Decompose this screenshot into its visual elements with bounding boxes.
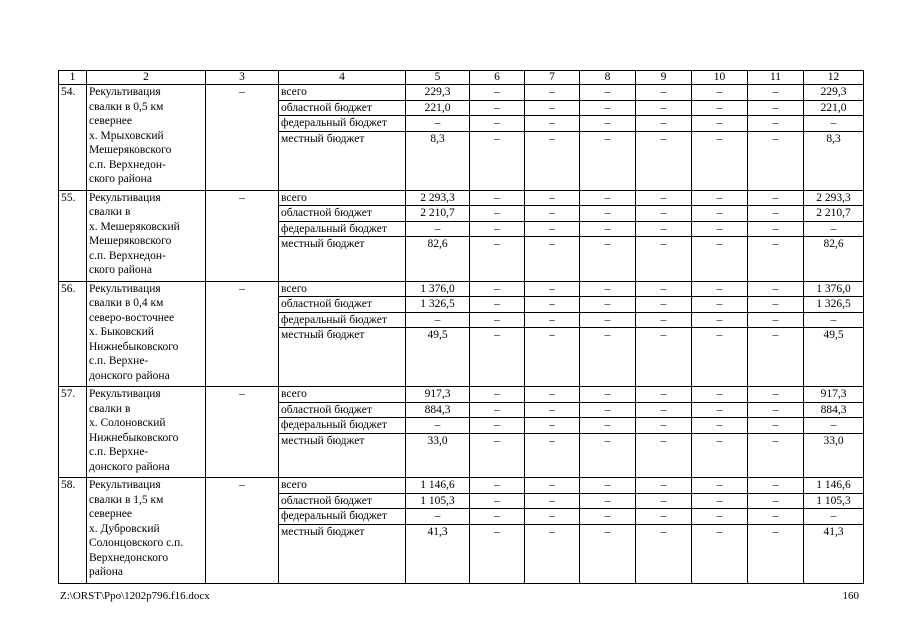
amount-cell: – <box>580 312 636 328</box>
total-cell: 1 326,5 <box>804 297 864 313</box>
funding-source-label: федеральный бюджет <box>279 509 406 525</box>
project-name-line: северо-восточнее <box>89 311 175 324</box>
amount-cell: – <box>636 190 692 206</box>
amount-cell: – <box>525 131 580 190</box>
amount-cell: – <box>692 478 748 494</box>
table-row <box>59 478 864 494</box>
amount-cell: 82,6 <box>406 237 470 282</box>
amount-cell: – <box>748 237 804 282</box>
project-name-line: Мешеряковского <box>89 144 172 156</box>
amount-cell: – <box>748 402 804 418</box>
table-header-row <box>59 71 864 85</box>
total-cell: 1 376,0 <box>804 281 864 297</box>
amount-cell: 917,3 <box>406 387 470 403</box>
funding-source-label: областной бюджет <box>279 402 406 418</box>
amount-cell: – <box>470 509 525 525</box>
amount-cell: – <box>406 221 470 237</box>
amount-cell: – <box>636 85 692 101</box>
header-cell: 1 <box>59 71 87 85</box>
project-name-line: донского района <box>89 460 170 473</box>
amount-cell: – <box>748 221 804 237</box>
funding-source-label: всего <box>279 478 406 494</box>
project-name-line: х. Дубровский <box>89 522 160 535</box>
amount-cell: – <box>580 237 636 282</box>
amount-cell: – <box>748 509 804 525</box>
amount-cell: – <box>470 116 525 132</box>
amount-cell: – <box>406 312 470 328</box>
total-cell: – <box>804 116 864 132</box>
row-number: 55. <box>59 190 87 281</box>
project-name-line: х. Солоновский <box>89 417 166 429</box>
amount-cell: – <box>470 433 525 478</box>
amount-cell: – <box>692 85 748 101</box>
project-name-line: с.п. Верхнедон- <box>89 158 166 171</box>
project-name-line: Верхнедонского <box>89 551 169 564</box>
amount-cell: – <box>692 312 748 328</box>
amount-cell: – <box>692 509 748 525</box>
amount-cell: – <box>470 281 525 297</box>
amount-cell: – <box>525 116 580 132</box>
amount-cell: – <box>525 509 580 525</box>
header-cell: 8 <box>580 71 636 85</box>
amount-cell: 1 105,3 <box>406 493 470 509</box>
amount-cell: 1 146,6 <box>406 478 470 494</box>
project-name <box>87 190 206 281</box>
column-3-value: – <box>206 190 279 281</box>
total-cell: 1 105,3 <box>804 493 864 509</box>
row-number: 58. <box>59 478 87 584</box>
amount-cell: – <box>748 85 804 101</box>
project-name <box>87 478 206 584</box>
header-cell: 3 <box>206 71 279 85</box>
funding-source-label: областной бюджет <box>279 100 406 116</box>
amount-cell: – <box>636 312 692 328</box>
amount-cell: – <box>748 206 804 222</box>
funding-source-label: местный бюджет <box>279 328 406 387</box>
amount-cell: – <box>692 418 748 434</box>
project-name-line: с.п. Верхне- <box>89 446 149 458</box>
amount-cell: – <box>470 493 525 509</box>
project-name-line: свалки в 0,5 км <box>89 100 164 113</box>
amount-cell: – <box>636 221 692 237</box>
funding-source-label: федеральный бюджет <box>279 116 406 132</box>
header-cell: 4 <box>279 71 406 85</box>
project-name-line: Рекультивация <box>89 479 161 491</box>
column-3-value: – <box>206 478 279 584</box>
header-cell: 6 <box>470 71 525 85</box>
amount-cell: 2 210,7 <box>406 206 470 222</box>
total-cell: – <box>804 312 864 328</box>
table-body <box>59 71 864 584</box>
table-row <box>59 85 864 101</box>
header-cell: 5 <box>406 71 470 85</box>
amount-cell: – <box>525 493 580 509</box>
amount-cell: – <box>580 131 636 190</box>
amount-cell: – <box>636 387 692 403</box>
funding-source-label: областной бюджет <box>279 297 406 313</box>
amount-cell: – <box>525 206 580 222</box>
amount-cell: – <box>636 131 692 190</box>
amount-cell: – <box>470 418 525 434</box>
amount-cell: – <box>406 509 470 525</box>
project-name-line: севернее <box>89 115 132 127</box>
project-name-line: Нижнебыковского <box>89 431 179 444</box>
amount-cell: – <box>580 100 636 116</box>
amount-cell: – <box>580 524 636 583</box>
amount-cell: 221,0 <box>406 100 470 116</box>
amount-cell: – <box>748 131 804 190</box>
funding-source-label: местный бюджет <box>279 524 406 583</box>
amount-cell: – <box>748 312 804 328</box>
project-name-line: Мешеряковского <box>89 235 172 247</box>
project-name-line: ского района <box>89 173 152 185</box>
amount-cell: 33,0 <box>406 433 470 478</box>
amount-cell: – <box>580 402 636 418</box>
header-cell: 2 <box>87 71 206 85</box>
amount-cell: – <box>525 100 580 116</box>
header-cell: 10 <box>692 71 748 85</box>
amount-cell: – <box>692 237 748 282</box>
project-name-line: Рекультивация <box>89 388 161 400</box>
amount-cell: 1 376,0 <box>406 281 470 297</box>
project-name-line: с.п. Верхнедон- <box>89 249 166 262</box>
amount-cell: – <box>692 328 748 387</box>
header-cell: 12 <box>804 71 864 85</box>
amount-cell: – <box>525 478 580 494</box>
amount-cell: – <box>748 524 804 583</box>
funding-source-label: местный бюджет <box>279 131 406 190</box>
amount-cell: – <box>692 100 748 116</box>
total-cell: 41,3 <box>804 524 864 583</box>
amount-cell: – <box>748 387 804 403</box>
amount-cell: – <box>580 509 636 525</box>
amount-cell: – <box>525 418 580 434</box>
amount-cell: – <box>748 478 804 494</box>
amount-cell: – <box>748 100 804 116</box>
amount-cell: – <box>692 493 748 509</box>
amount-cell: – <box>470 131 525 190</box>
amount-cell: – <box>406 418 470 434</box>
amount-cell: – <box>692 402 748 418</box>
amount-cell: – <box>748 297 804 313</box>
funding-source-label: федеральный бюджет <box>279 221 406 237</box>
amount-cell: – <box>748 116 804 132</box>
funding-source-label: местный бюджет <box>279 237 406 282</box>
amount-cell: – <box>525 433 580 478</box>
funding-source-label: федеральный бюджет <box>279 312 406 328</box>
funding-source-label: федеральный бюджет <box>279 418 406 434</box>
amount-cell: – <box>525 312 580 328</box>
amount-cell: – <box>636 237 692 282</box>
funding-source-label: всего <box>279 281 406 297</box>
row-number: 57. <box>59 387 87 478</box>
amount-cell: 49,5 <box>406 328 470 387</box>
funding-source-label: местный бюджет <box>279 433 406 478</box>
project-name-line: свалки в <box>89 402 131 415</box>
amount-cell: – <box>470 524 525 583</box>
column-3-value: – <box>206 281 279 387</box>
amount-cell: – <box>580 221 636 237</box>
table-row <box>59 190 864 206</box>
total-cell: 49,5 <box>804 328 864 387</box>
header-cell: 7 <box>525 71 580 85</box>
project-name-line: Рекультивация <box>89 191 161 204</box>
amount-cell: – <box>580 85 636 101</box>
amount-cell: – <box>692 433 748 478</box>
funding-source-label: всего <box>279 387 406 403</box>
amount-cell: – <box>580 281 636 297</box>
amount-cell: – <box>580 418 636 434</box>
amount-cell: – <box>525 328 580 387</box>
project-name-line: с.п. Верхне- <box>89 355 149 367</box>
amount-cell: – <box>470 85 525 101</box>
project-name-line: х. Быковский <box>89 326 154 338</box>
funding-source-label: всего <box>279 85 406 101</box>
project-name-line: х. Мешеряковский <box>89 220 180 233</box>
row-number: 54. <box>59 85 87 191</box>
amount-cell: – <box>580 116 636 132</box>
amount-cell: – <box>525 297 580 313</box>
project-name-line: свалки в 0,4 км <box>89 297 164 309</box>
amount-cell: – <box>470 387 525 403</box>
project-name <box>87 281 206 387</box>
total-cell: 884,3 <box>804 402 864 418</box>
amount-cell: – <box>470 402 525 418</box>
amount-cell: 884,3 <box>406 402 470 418</box>
amount-cell: – <box>636 493 692 509</box>
total-cell: 229,3 <box>804 85 864 101</box>
footer-file-path: Z:\ORST\Ppo\1202p796.f16.docx <box>60 590 210 602</box>
amount-cell: – <box>636 281 692 297</box>
header-cell: 11 <box>748 71 804 85</box>
amount-cell: – <box>525 387 580 403</box>
amount-cell: 1 326,5 <box>406 297 470 313</box>
amount-cell: – <box>525 402 580 418</box>
amount-cell: – <box>580 433 636 478</box>
amount-cell: – <box>636 297 692 313</box>
column-3-value: – <box>206 85 279 191</box>
amount-cell: – <box>748 418 804 434</box>
funding-source-label: областной бюджет <box>279 206 406 222</box>
total-cell: 8,3 <box>804 131 864 190</box>
footer-page-number: 160 <box>842 590 859 602</box>
total-cell: 2 210,7 <box>804 206 864 222</box>
amount-cell: 229,3 <box>406 85 470 101</box>
amount-cell: – <box>692 131 748 190</box>
amount-cell: – <box>636 328 692 387</box>
amount-cell: – <box>636 509 692 525</box>
amount-cell: – <box>692 297 748 313</box>
total-cell: 1 146,6 <box>804 478 864 494</box>
amount-cell: – <box>525 221 580 237</box>
amount-cell: – <box>692 524 748 583</box>
table-row <box>59 387 864 403</box>
total-cell: – <box>804 418 864 434</box>
table-row <box>59 281 864 297</box>
amount-cell: – <box>580 493 636 509</box>
amount-cell: – <box>636 100 692 116</box>
amount-cell: – <box>580 297 636 313</box>
amount-cell: – <box>748 493 804 509</box>
project-name-line: свалки в 1,5 км <box>89 493 164 506</box>
amount-cell: – <box>692 387 748 403</box>
amount-cell: – <box>636 433 692 478</box>
amount-cell: – <box>636 116 692 132</box>
total-cell: 82,6 <box>804 237 864 282</box>
column-3-value: – <box>206 387 279 478</box>
amount-cell: – <box>470 237 525 282</box>
amount-cell: – <box>692 221 748 237</box>
amount-cell: – <box>748 328 804 387</box>
amount-cell: 41,3 <box>406 524 470 583</box>
amount-cell: – <box>470 312 525 328</box>
project-name <box>87 85 206 191</box>
project-name-line: донского района <box>89 369 170 382</box>
total-cell: – <box>804 509 864 525</box>
amount-cell: – <box>692 206 748 222</box>
amount-cell: – <box>580 206 636 222</box>
amount-cell: – <box>525 190 580 206</box>
project-name-line: Солонцовского с.п. <box>89 537 184 549</box>
amount-cell: 8,3 <box>406 131 470 190</box>
project-name-line: севернее <box>89 508 132 520</box>
amount-cell: – <box>525 237 580 282</box>
header-cell: 9 <box>636 71 692 85</box>
total-cell: 33,0 <box>804 433 864 478</box>
total-cell: 2 293,3 <box>804 190 864 206</box>
amount-cell: – <box>692 116 748 132</box>
amount-cell: – <box>525 524 580 583</box>
amount-cell: – <box>580 328 636 387</box>
project-name-line: Рекультивация <box>89 282 161 295</box>
funding-source-label: областной бюджет <box>279 493 406 509</box>
total-cell: – <box>804 221 864 237</box>
project-name-line: свалки в <box>89 206 131 218</box>
project-name-line: района <box>89 566 124 578</box>
amount-cell: – <box>636 402 692 418</box>
amount-cell: – <box>470 221 525 237</box>
amount-cell: – <box>580 387 636 403</box>
amount-cell: – <box>470 328 525 387</box>
budget-table <box>58 70 864 584</box>
amount-cell: – <box>580 190 636 206</box>
total-cell: 221,0 <box>804 100 864 116</box>
amount-cell: – <box>470 206 525 222</box>
amount-cell: – <box>748 281 804 297</box>
amount-cell: – <box>470 100 525 116</box>
amount-cell: – <box>636 524 692 583</box>
project-name-line: Нижнебыковского <box>89 340 179 353</box>
amount-cell: – <box>636 478 692 494</box>
amount-cell: – <box>470 190 525 206</box>
amount-cell: – <box>692 190 748 206</box>
row-number: 56. <box>59 281 87 387</box>
amount-cell: – <box>406 116 470 132</box>
project-name-line: х. Мрыховский <box>89 129 164 142</box>
amount-cell: – <box>636 206 692 222</box>
project-name-line: ского района <box>89 264 152 276</box>
amount-cell: – <box>636 418 692 434</box>
project-name <box>87 387 206 478</box>
amount-cell: – <box>525 281 580 297</box>
amount-cell: – <box>748 433 804 478</box>
amount-cell: – <box>580 478 636 494</box>
amount-cell: – <box>748 190 804 206</box>
funding-source-label: всего <box>279 190 406 206</box>
amount-cell: – <box>470 478 525 494</box>
amount-cell: – <box>525 85 580 101</box>
amount-cell: – <box>692 281 748 297</box>
project-name-line: Рекультивация <box>89 86 161 98</box>
amount-cell: 2 293,3 <box>406 190 470 206</box>
amount-cell: – <box>470 297 525 313</box>
total-cell: 917,3 <box>804 387 864 403</box>
